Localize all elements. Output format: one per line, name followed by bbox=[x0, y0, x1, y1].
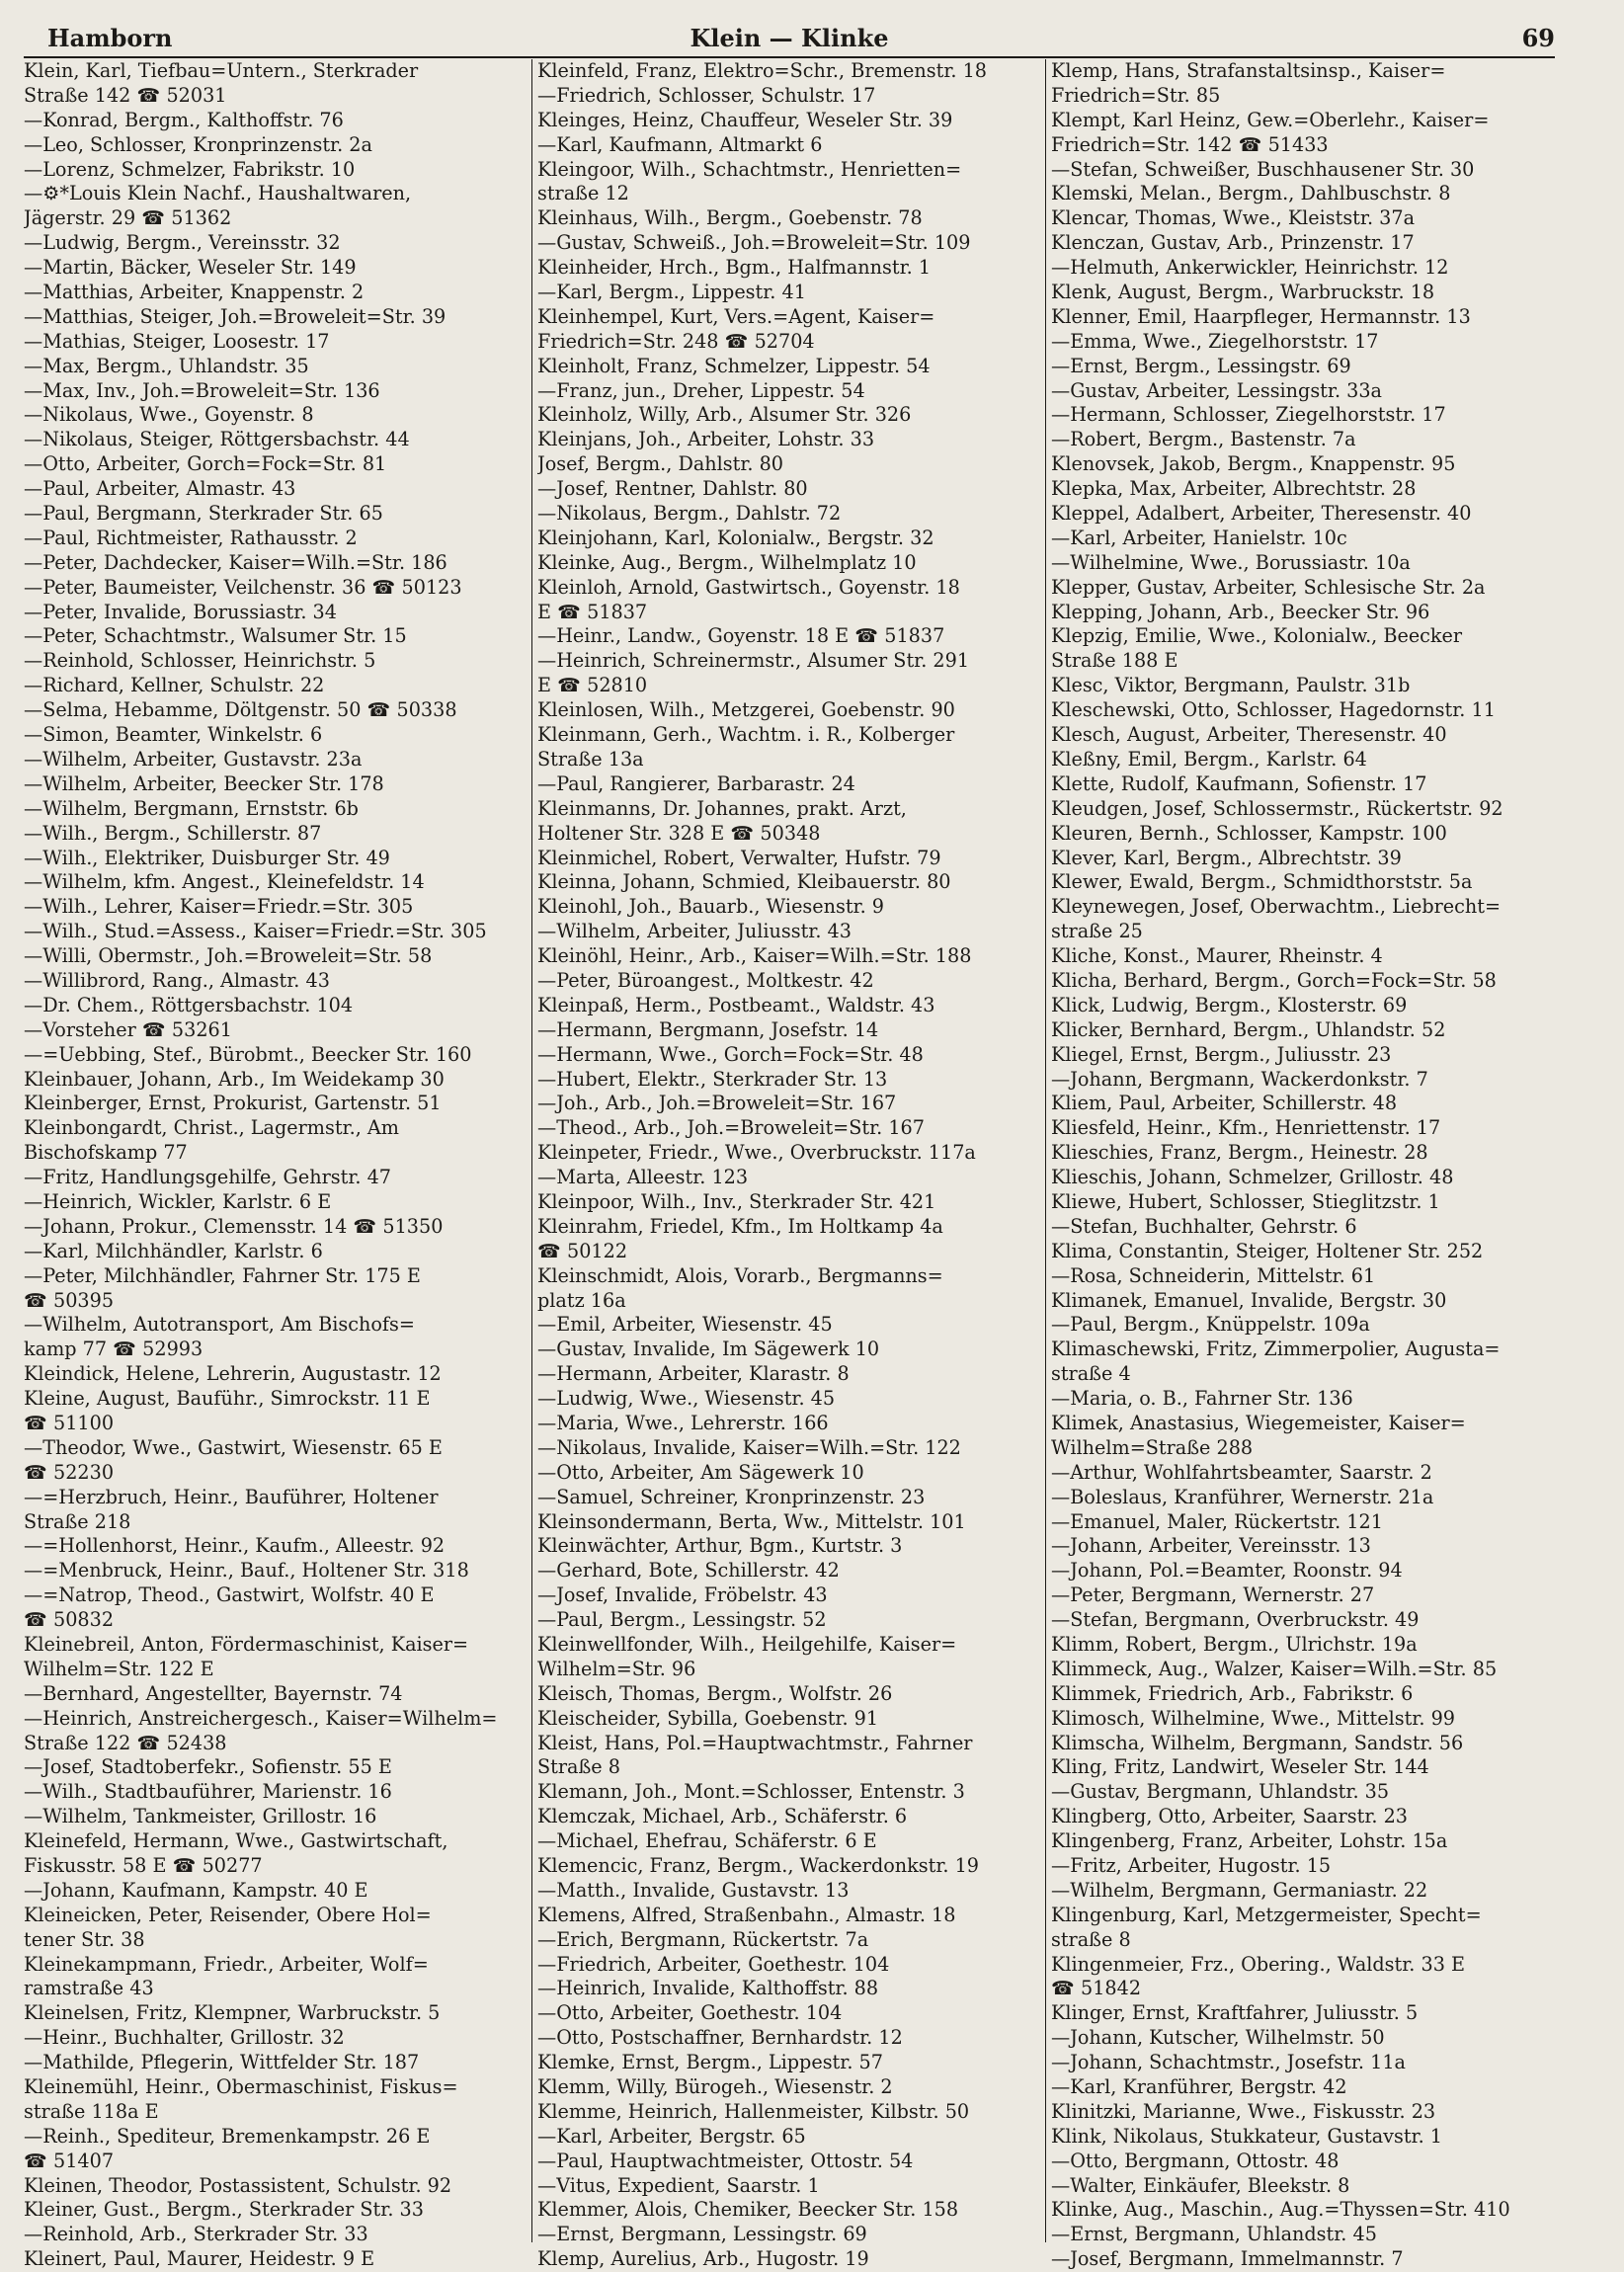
directory-entry-line: ☎ 50832 bbox=[24, 1608, 115, 1632]
directory-entry-line: —Peter, Invalide, Borussiastr. 34 bbox=[24, 600, 337, 623]
directory-entry-line: —Bernhard, Angestellter, Bayernstr. 74 bbox=[24, 1681, 403, 1705]
directory-entry-line: —Wilh., Stud.=Assess., Kaiser=Friedr.=Str. 305 bbox=[24, 920, 487, 943]
directory-entry-line: —=Herzbruch, Heinr., Bauführer, Holtener bbox=[24, 1485, 439, 1508]
directory-entry-line: —Wilhelm, Autotransport, Am Bischofs= bbox=[24, 1313, 415, 1337]
directory-entry-line: Klicker, Bernhard, Bergm., Uhlandstr. 52 bbox=[1051, 1017, 1446, 1041]
directory-entry-line: —Gustav, Arbeiter, Lessingstr. 33a bbox=[1051, 378, 1382, 402]
column-3 bbox=[1051, 59, 1555, 2272]
directory-entry-line: Kleinekampmann, Friedr., Arbeiter, Wolf= bbox=[24, 1952, 429, 1976]
directory-entry-line: —Friedrich, Schlosser, Schulstr. 17 bbox=[537, 83, 876, 107]
directory-entry-line: Kleineicken, Peter, Reisender, Obere Hol= bbox=[24, 1903, 432, 1926]
directory-entry-line: —Otto, Arbeiter, Goethestr. 104 bbox=[537, 2001, 843, 2025]
directory-entry-line: ☎ 50395 bbox=[24, 1288, 115, 1312]
directory-entry-line: —Peter, Baumeister, Veilchenstr. 36 ☎ 50123 bbox=[24, 575, 462, 599]
directory-entry-line: —Paul, Bergm., Lessingstr. 52 bbox=[537, 1608, 827, 1632]
directory-entry-line: Kling, Fritz, Landwirt, Weseler Str. 144 bbox=[1051, 1755, 1429, 1779]
directory-entry-line: —Heinr., Landw., Goyenstr. 18 E ☎ 51837 bbox=[537, 624, 945, 648]
directory-entry-line: Klimek, Anastasius, Wiegemeister, Kaiser= bbox=[1051, 1411, 1466, 1434]
directory-entry-line: —Karl, Kaufmann, Altmarkt 6 bbox=[537, 132, 823, 156]
directory-entry-line: Klink, Nikolaus, Stukkateur, Gustavstr. 1 bbox=[1051, 2124, 1443, 2148]
directory-entry-line: E ☎ 51837 bbox=[537, 600, 648, 623]
directory-entry-line: E ☎ 52810 bbox=[537, 674, 648, 697]
directory-entry-line: Klepper, Gustav, Arbeiter, Schlesische Str. 2a bbox=[1051, 575, 1486, 599]
directory-entry-line: Kleischeider, Sybilla, Goebenstr. 91 bbox=[537, 1706, 879, 1730]
directory-entry-line: Kleinöhl, Heinr., Arb., Kaiser=Wilh.=Str. 188 bbox=[537, 944, 972, 968]
directory-entry-line: —Max, Inv., Joh.=Broweleit=Str. 136 bbox=[24, 378, 380, 402]
directory-entry-line: —Karl, Arbeiter, Hanielstr. 10c bbox=[1051, 526, 1347, 549]
directory-entry-line: —Johann, Prokur., Clemensstr. 14 ☎ 51350 bbox=[24, 1214, 444, 1238]
directory-entry-line: Kliegel, Ernst, Bergm., Juliusstr. 23 bbox=[1051, 1042, 1392, 1066]
directory-entry-line: Klimmeck, Aug., Walzer, Kaiser=Wilh.=Str. 85 bbox=[1051, 1657, 1498, 1680]
directory-entry-line: —Wilhelm, Tankmeister, Grillostr. 16 bbox=[24, 1805, 377, 1828]
directory-entry-line: Kleinna, Johann, Schmied, Kleibauerstr. 80 bbox=[537, 870, 951, 894]
directory-entry-line: Kleudgen, Josef, Schlossermstr., Rückertstr. 92 bbox=[1051, 796, 1503, 820]
directory-entry-line: —Wilhelm, kfm. Angest., Kleinefeldstr. 14 bbox=[24, 870, 425, 894]
directory-entry-line: Klingenburg, Karl, Metzgermeister, Specht= bbox=[1051, 1903, 1482, 1926]
directory-entry-line: —Johann, Bergmann, Wackerdonkstr. 7 bbox=[1051, 1067, 1428, 1091]
directory-entry-line: Kleinke, Aug., Bergm., Wilhelmplatz 10 bbox=[537, 550, 917, 574]
directory-entry-line: —Hermann, Arbeiter, Klarastr. 8 bbox=[537, 1362, 850, 1386]
directory-entry-line: Klein, Karl, Tiefbau=Untern., Sterkrader bbox=[24, 59, 419, 82]
directory-entry-line: Klenner, Emil, Haarpfleger, Hermannstr. 13 bbox=[1051, 304, 1471, 328]
directory-entry-line: —Paul, Richtmeister, Rathausstr. 2 bbox=[24, 526, 358, 549]
directory-entry-line: —Johann, Schachtmstr., Josefstr. 11a bbox=[1051, 2051, 1406, 2074]
directory-entry-line: —Friedrich, Arbeiter, Goethestr. 104 bbox=[537, 1952, 890, 1976]
directory-entry-line: Klemann, Joh., Mont.=Schlosser, Entenstr. 3 bbox=[537, 1780, 965, 1804]
directory-entry-line: —Otto, Bergmann, Ottostr. 48 bbox=[1051, 2149, 1340, 2172]
directory-entry-line: —Ernst, Bergmann, Lessingstr. 69 bbox=[537, 2223, 867, 2246]
directory-entry-line: —Paul, Rangierer, Barbarastr. 24 bbox=[537, 771, 855, 795]
directory-entry-line: Klimmek, Friedrich, Arb., Fabrikstr. 6 bbox=[1051, 1681, 1414, 1705]
directory-entry-line: —Fritz, Arbeiter, Hugostr. 15 bbox=[1051, 1854, 1332, 1878]
directory-entry-line: Kleinwächter, Arthur, Bgm., Kurtstr. 3 bbox=[537, 1534, 903, 1558]
directory-entry-line: Klinke, Aug., Maschin., Aug.=Thyssen=Str. 410 bbox=[1051, 2198, 1510, 2222]
directory-entry-line: ☎ 52230 bbox=[24, 1460, 115, 1484]
directory-entry-line: —Vorsteher ☎ 53261 bbox=[24, 1017, 232, 1041]
directory-entry-line: Klemp, Aurelius, Arb., Hugostr. 19 bbox=[537, 2247, 869, 2271]
directory-entry-line: —Boleslaus, Kranführer, Wernerstr. 21a bbox=[1051, 1485, 1434, 1508]
directory-entry-line: —Michael, Ehefrau, Schäferstr. 6 E bbox=[537, 1829, 877, 1853]
directory-entry-line: Klingenberg, Franz, Arbeiter, Lohstr. 15a bbox=[1051, 1829, 1448, 1853]
directory-entry-line: —Nikolaus, Invalide, Kaiser=Wilh.=Str. 122 bbox=[537, 1435, 961, 1459]
directory-entry-line: —Reinhold, Schlosser, Heinrichstr. 5 bbox=[24, 649, 376, 673]
directory-entry-line: Kleingoor, Wilh., Schachtmstr., Henrietten= bbox=[537, 157, 962, 181]
directory-entry-line: —Karl, Bergm., Lippestr. 41 bbox=[537, 281, 806, 304]
directory-entry-line: —Peter, Büroangest., Moltkestr. 42 bbox=[537, 968, 874, 992]
directory-entry-line: Kleine, August, Bauführ., Simrockstr. 11 E bbox=[24, 1387, 431, 1411]
directory-entry-line: Klimanek, Emanuel, Invalide, Bergstr. 30 bbox=[1051, 1288, 1447, 1312]
directory-entry-line: —Johann, Arbeiter, Vereinsstr. 13 bbox=[1051, 1534, 1371, 1558]
directory-entry-line: —Ludwig, Wwe., Wiesenstr. 45 bbox=[537, 1387, 836, 1411]
directory-entry-line: —Matth., Invalide, Gustavstr. 13 bbox=[537, 1878, 850, 1902]
directory-entry-line: Kleppel, Adalbert, Arbeiter, Theresenstr. 40 bbox=[1051, 502, 1472, 526]
directory-entry-line: —Wilhelmine, Wwe., Borussiastr. 10a bbox=[1051, 550, 1411, 574]
directory-entry-line: —Peter, Schachtmstr., Walsumer Str. 15 bbox=[24, 624, 407, 648]
directory-entry-line: Wilhelm=Straße 288 bbox=[1051, 1435, 1254, 1459]
directory-entry-line: —Hermann, Wwe., Gorch=Fock=Str. 48 bbox=[537, 1042, 924, 1066]
column-divider bbox=[1045, 59, 1046, 2242]
directory-entry-line: —Walter, Einkäufer, Bleekstr. 8 bbox=[1051, 2173, 1350, 2197]
directory-entry-line: Friedrich=Str. 248 ☎ 52704 bbox=[537, 329, 815, 353]
directory-entry-line: —Hermann, Schlosser, Ziegelhorststr. 17 bbox=[1051, 403, 1446, 427]
directory-entry-line: —Emil, Arbeiter, Wiesenstr. 45 bbox=[537, 1313, 833, 1337]
directory-entry-line: —Konrad, Bergm., Kalthoffstr. 76 bbox=[24, 108, 344, 131]
directory-entry-line: ☎ 51407 bbox=[24, 2149, 115, 2172]
directory-entry-line: —Gustav, Schweiß., Joh.=Broweleit=Str. 109 bbox=[537, 231, 971, 255]
directory-entry-line: Klimosch, Wilhelmine, Wwe., Mittelstr. 99 bbox=[1051, 1706, 1455, 1730]
directory-entry-line: —Ernst, Bergm., Lessingstr. 69 bbox=[1051, 354, 1351, 377]
directory-entry-line: —Theodor, Wwe., Gastwirt, Wiesenstr. 65 E bbox=[24, 1435, 443, 1459]
directory-entry-line: —Richard, Kellner, Schulstr. 22 bbox=[24, 674, 325, 697]
directory-entry-line: platz 16a bbox=[537, 1288, 626, 1312]
directory-entry-line: —Selma, Hebamme, Döltgenstr. 50 ☎ 50338 bbox=[24, 698, 457, 722]
directory-entry-line: —Nikolaus, Wwe., Goyenstr. 8 bbox=[24, 403, 314, 427]
directory-entry-line: —Erich, Bergmann, Rückertstr. 7a bbox=[537, 1927, 869, 1951]
directory-entry-line: —Wilh., Lehrer, Kaiser=Friedr.=Str. 305 bbox=[24, 895, 414, 919]
directory-entry-line: —Emanuel, Maler, Rückertstr. 121 bbox=[1051, 1509, 1383, 1533]
directory-entry-line: Kleschewski, Otto, Schlosser, Hagedornstr. 11 bbox=[1051, 698, 1496, 722]
directory-entry-line: Kleinwellfonder, Wilh., Heilgehilfe, Kaiser= bbox=[537, 1633, 957, 1656]
directory-entry-line: —Joh., Arb., Joh.=Broweleit=Str. 167 bbox=[537, 1092, 897, 1115]
directory-entry-line: —Samuel, Schreiner, Kronprinzenstr. 23 bbox=[537, 1485, 926, 1508]
directory-entry-line: Kleinrahm, Friedel, Kfm., Im Holtkamp 4a bbox=[537, 1214, 943, 1238]
directory-entry-line: Kleinholz, Willy, Arb., Alsumer Str. 326 bbox=[537, 403, 912, 427]
directory-entry-line: —Arthur, Wohlfahrtsbeamter, Saarstr. 2 bbox=[1051, 1460, 1432, 1484]
directory-entry-line: —Hermann, Bergmann, Josefstr. 14 bbox=[537, 1017, 879, 1041]
directory-entry-line: —Reinh., Spediteur, Bremenkampstr. 26 E bbox=[24, 2124, 431, 2148]
directory-entry-line: straße 118a E bbox=[24, 2099, 159, 2123]
directory-entry-line: —Fritz, Handlungsgehilfe, Gehrstr. 47 bbox=[24, 1166, 391, 1189]
directory-entry-line: —Gustav, Invalide, Im Sägewerk 10 bbox=[537, 1338, 880, 1361]
directory-entry-line: straße 12 bbox=[537, 182, 629, 205]
directory-entry-line: Bischofskamp 77 bbox=[24, 1141, 188, 1165]
directory-entry-line: Klick, Ludwig, Bergm., Klosterstr. 69 bbox=[1051, 993, 1408, 1016]
directory-entry-line: —Martin, Bäcker, Weseler Str. 149 bbox=[24, 256, 357, 280]
directory-entry-line: Friedrich=Str. 85 bbox=[1051, 83, 1221, 107]
directory-entry-line: —Otto, Arbeiter, Gorch=Fock=Str. 81 bbox=[24, 452, 387, 476]
directory-entry-line: —Marta, Alleestr. 123 bbox=[537, 1166, 749, 1189]
directory-entry-line: Klinger, Ernst, Kraftfahrer, Juliusstr. 5 bbox=[1051, 2001, 1419, 2025]
page-header bbox=[24, 22, 1555, 55]
directory-entry-line: —Wilhelm, Bergmann, Germaniastr. 22 bbox=[1051, 1878, 1428, 1902]
directory-entry-line: —Stefan, Schweißer, Buschhausener Str. 30 bbox=[1051, 157, 1475, 181]
directory-entry-line: Klepzig, Emilie, Wwe., Kolonialw., Beecker bbox=[1051, 624, 1463, 648]
directory-entry-line: —Matthias, Arbeiter, Knappenstr. 2 bbox=[24, 281, 365, 304]
directory-entry-line: —=Uebbing, Stef., Bürobmt., Beecker Str. 160 bbox=[24, 1042, 472, 1066]
directory-entry-line: —Willi, Obermstr., Joh.=Broweleit=Str. 58 bbox=[24, 944, 433, 968]
directory-entry-line: —Paul, Arbeiter, Almastr. 43 bbox=[24, 477, 296, 501]
directory-entry-line: Klette, Rudolf, Kaufmann, Sofienstr. 17 bbox=[1051, 771, 1427, 795]
directory-entry-line: Klenk, August, Bergm., Warbruckstr. 18 bbox=[1051, 281, 1435, 304]
column-1 bbox=[24, 59, 528, 2272]
directory-entry-line: —Wilhelm, Arbeiter, Beecker Str. 178 bbox=[24, 771, 384, 795]
directory-entry-line: —Karl, Milchhändler, Karlstr. 6 bbox=[24, 1239, 323, 1262]
directory-entry-line: —Otto, Postschaffner, Bernhardstr. 12 bbox=[537, 2026, 903, 2050]
directory-entry-line: —Heinrich, Schreinermstr., Alsumer Str. 291 bbox=[537, 649, 970, 673]
running-head-range: Klein — Klinke bbox=[690, 24, 889, 52]
directory-entry-line: Kleinefeld, Hermann, Wwe., Gastwirtschaft, bbox=[24, 1829, 448, 1853]
directory-entry-line: Klemczak, Michael, Arb., Schäferstr. 6 bbox=[537, 1805, 908, 1828]
directory-entry-line: Straße 13a bbox=[537, 747, 644, 771]
directory-entry-line: —Otto, Arbeiter, Am Sägewerk 10 bbox=[537, 1460, 864, 1484]
directory-entry-line: Kleinberger, Ernst, Prokurist, Gartenstr. 51 bbox=[24, 1092, 442, 1115]
directory-entry-line: Kleinpaß, Herm., Postbeamt., Waldstr. 43 bbox=[537, 993, 935, 1016]
directory-entry-line: —Maria, Wwe., Lehrerstr. 166 bbox=[537, 1411, 829, 1434]
directory-entry-line: —Nikolaus, Steiger, Röttgersbachstr. 44 bbox=[24, 428, 410, 451]
directory-entry-line: Klenczan, Gustav, Arb., Prinzenstr. 17 bbox=[1051, 231, 1415, 255]
directory-entry-line: Kliem, Paul, Arbeiter, Schillerstr. 48 bbox=[1051, 1092, 1398, 1115]
directory-entry-line: —Josef, Stadtoberfekr., Sofienstr. 55 E bbox=[24, 1755, 392, 1779]
directory-entry-line: straße 25 bbox=[1051, 920, 1143, 943]
directory-entry-line: Straße 142 ☎ 52031 bbox=[24, 83, 227, 107]
directory-entry-line: Klesch, August, Arbeiter, Theresenstr. 40 bbox=[1051, 723, 1447, 747]
directory-entry-line: Kleinlosen, Wilh., Metzgerei, Goebenstr. 90 bbox=[537, 698, 955, 722]
directory-entry-line: —Stefan, Bergmann, Overbruckstr. 49 bbox=[1051, 1608, 1420, 1632]
directory-entry-line: Klemm, Willy, Bürogeh., Wiesenstr. 2 bbox=[537, 2075, 893, 2099]
directory-entry-line: —Mathias, Steiger, Loosestr. 17 bbox=[24, 329, 330, 353]
directory-entry-line: Klesc, Viktor, Bergmann, Paulstr. 31b bbox=[1051, 674, 1411, 697]
directory-entry-line: —Ludwig, Bergm., Vereinsstr. 32 bbox=[24, 231, 341, 255]
directory-entry-line: straße 8 bbox=[1051, 1927, 1131, 1951]
directory-entry-line: Kleinemühl, Heinr., Obermaschinist, Fiskus= bbox=[24, 2075, 458, 2099]
directory-entry-line: —=Hollenhorst, Heinr., Kaufm., Alleestr. 92 bbox=[24, 1534, 446, 1558]
directory-entry-line: —Max, Bergm., Uhlandstr. 35 bbox=[24, 354, 309, 377]
directory-entry-line: Kleinfeld, Franz, Elektro=Schr., Bremenstr. 18 bbox=[537, 59, 987, 82]
directory-entry-line: —Josef, Invalide, Fröbelstr. 43 bbox=[537, 1583, 828, 1607]
directory-entry-line: Klepping, Johann, Arb., Beecker Str. 96 bbox=[1051, 600, 1430, 623]
directory-entry-line: Klimm, Robert, Bergm., Ulrichstr. 19a bbox=[1051, 1633, 1418, 1656]
directory-entry-line: —Leo, Schlosser, Kronprinzenstr. 2a bbox=[24, 132, 372, 156]
directory-entry-line: Kleinohl, Joh., Bauarb., Wiesenstr. 9 bbox=[537, 895, 885, 919]
directory-entry-line: Jägerstr. 29 ☎ 51362 bbox=[24, 206, 232, 230]
directory-entry-line: —Gerhard, Bote, Schillerstr. 42 bbox=[537, 1559, 840, 1582]
directory-entry-line: Kleinbongardt, Christ., Lagermstr., Am bbox=[24, 1116, 399, 1140]
directory-entry-line: —Ernst, Bergmann, Uhlandstr. 45 bbox=[1051, 2223, 1377, 2246]
directory-entry-line: —Wilh., Stadtbauführer, Marienstr. 16 bbox=[24, 1780, 392, 1804]
directory-entry-line: —=Natrop, Theod., Gastwirt, Wolfstr. 40 E bbox=[24, 1583, 435, 1607]
directory-entry-line: —Franz, jun., Dreher, Lippestr. 54 bbox=[537, 378, 865, 402]
directory-entry-line: Kleinges, Heinz, Chauffeur, Weseler Str. 39 bbox=[537, 108, 953, 131]
directory-entry-line: Kleinhempel, Kurt, Vers.=Agent, Kaiser= bbox=[537, 304, 935, 328]
directory-entry-line: Kleinen, Theodor, Postassistent, Schulstr. 92 bbox=[24, 2173, 452, 2197]
directory-entry-line: —Stefan, Buchhalter, Gehrstr. 6 bbox=[1051, 1214, 1357, 1238]
directory-entry-line: Kliesfeld, Heinr., Kfm., Henriettenstr. 17 bbox=[1051, 1116, 1441, 1140]
column-divider bbox=[531, 59, 532, 2242]
directory-entry-line: Klemski, Melan., Bergm., Dahlbuschstr. 8 bbox=[1051, 182, 1451, 205]
directory-entry-line: —⚙*Louis Klein Nachf., Haushaltwaren, bbox=[24, 182, 412, 205]
directory-entry-line: Kleynewegen, Josef, Oberwachtm., Liebrecht= bbox=[1051, 895, 1502, 919]
directory-entry-line: Josef, Bergm., Dahlstr. 80 bbox=[537, 452, 784, 476]
directory-entry-line: Klempt, Karl Heinz, Gew.=Oberlehr., Kaiser= bbox=[1051, 108, 1490, 131]
directory-entry-line: Holtener Str. 328 E ☎ 50348 bbox=[537, 821, 821, 845]
directory-entry-line: —Heinrich, Invalide, Kalthoffstr. 88 bbox=[537, 1977, 879, 2000]
directory-entry-line: Kleinholt, Franz, Schmelzer, Lippestr. 54 bbox=[537, 354, 931, 377]
directory-entry-line: Klemme, Heinrich, Hallenmeister, Kilbstr. 50 bbox=[537, 2099, 970, 2123]
directory-entry-line: Klingenmeier, Frz., Obering., Waldstr. 33 E bbox=[1051, 1952, 1466, 1976]
directory-entry-line: —Willibrord, Rang., Almastr. 43 bbox=[24, 968, 330, 992]
directory-entry-line: —Theod., Arb., Joh.=Broweleit=Str. 167 bbox=[537, 1116, 925, 1140]
directory-entry-line: Klingberg, Otto, Arbeiter, Saarstr. 23 bbox=[1051, 1805, 1408, 1828]
directory-entry-line: Straße 218 bbox=[24, 1509, 131, 1533]
directory-entry-line: —Wilh., Bergm., Schillerstr. 87 bbox=[24, 821, 322, 845]
directory-entry-line: Kleist, Hans, Pol.=Hauptwachtmstr., Fahrner bbox=[537, 1731, 973, 1754]
directory-entry-line: Klieschies, Franz, Bergm., Heinestr. 28 bbox=[1051, 1141, 1428, 1165]
directory-entry-line: —Wilhelm, Arbeiter, Gustavstr. 23a bbox=[24, 747, 363, 771]
directory-entry-line: —Matthias, Steiger, Joh.=Broweleit=Str. 39 bbox=[24, 304, 447, 328]
directory-entry-line: —Peter, Bergmann, Wernerstr. 27 bbox=[1051, 1583, 1375, 1607]
directory-entry-line: —Rosa, Schneiderin, Mittelstr. 61 bbox=[1051, 1263, 1376, 1287]
directory-entry-line: —Heinrich, Anstreichergesch., Kaiser=Wilhelm= bbox=[24, 1706, 498, 1730]
directory-entry-line: Kliewe, Hubert, Schlosser, Stieglitzstr. 1 bbox=[1051, 1189, 1440, 1213]
directory-entry-line: Kleinjans, Joh., Arbeiter, Lohstr. 33 bbox=[537, 428, 875, 451]
directory-entry-line: ☎ 50122 bbox=[537, 1239, 628, 1262]
directory-entry-line: Klemens, Alfred, Straßenbahn., Almastr. 18 bbox=[537, 1903, 956, 1926]
directory-entry-line: Friedrich=Str. 142 ☎ 51433 bbox=[1051, 132, 1329, 156]
directory-entry-line: Kleinhaus, Wilh., Bergm., Goebenstr. 78 bbox=[537, 206, 923, 230]
directory-entry-line: Kleinjohann, Karl, Kolonialw., Bergstr. 32 bbox=[537, 526, 934, 549]
directory-entry-line: —Heinr., Buchhalter, Grillostr. 32 bbox=[24, 2026, 345, 2050]
directory-entry-line: Klewer, Ewald, Bergm., Schmidthorststr. 5a bbox=[1051, 870, 1473, 894]
directory-entry-line: straße 4 bbox=[1051, 1362, 1131, 1386]
directory-entry-line: Kleinschmidt, Alois, Vorarb., Bergmanns= bbox=[537, 1263, 943, 1287]
directory-entry-line: Straße 8 bbox=[537, 1755, 620, 1779]
directory-entry-line: —Gustav, Bergmann, Uhlandstr. 35 bbox=[1051, 1780, 1390, 1804]
directory-entry-line: Klemke, Ernst, Bergm., Lippestr. 57 bbox=[537, 2051, 883, 2074]
directory-entry-line: ☎ 51842 bbox=[1051, 1977, 1142, 2000]
directory-entry-line: Kleindick, Helene, Lehrerin, Augustastr. 12 bbox=[24, 1362, 442, 1386]
directory-entry-line: Kleuren, Bernh., Schlosser, Kampstr. 100 bbox=[1051, 821, 1447, 845]
directory-entry-line: —Paul, Bergm., Knüppelstr. 109a bbox=[1051, 1313, 1370, 1337]
directory-entry-line: —Wilhelm, Bergmann, Ernststr. 6b bbox=[24, 796, 359, 820]
directory-entry-line: Klieschis, Johann, Schmelzer, Grillostr. 48 bbox=[1051, 1166, 1454, 1189]
directory-entry-line: Straße 122 ☎ 52438 bbox=[24, 1731, 227, 1754]
directory-entry-line: —Paul, Bergmann, Sterkrader Str. 65 bbox=[24, 502, 383, 526]
directory-entry-line: Klicha, Berhard, Bergm., Gorch=Fock=Str. 58 bbox=[1051, 968, 1497, 992]
directory-entry-line: Kleinmichel, Robert, Verwalter, Hufstr. 79 bbox=[537, 846, 941, 869]
directory-entry-line: Klemp, Hans, Strafanstaltsinsp., Kaiser= bbox=[1051, 59, 1446, 82]
directory-entry-line: —Wilh., Elektriker, Duisburger Str. 49 bbox=[24, 846, 390, 869]
directory-entry-line: Kleinpeter, Friedr., Wwe., Overbruckstr. 117a bbox=[537, 1141, 976, 1165]
directory-entry-line: —Nikolaus, Bergm., Dahlstr. 72 bbox=[537, 502, 842, 526]
directory-entry-line: Kleßny, Emil, Bergm., Karlstr. 64 bbox=[1051, 747, 1367, 771]
directory-entry-line: Klimaschewski, Fritz, Zimmerpolier, Augusta= bbox=[1051, 1338, 1501, 1361]
directory-entry-line: Straße 188 E bbox=[1051, 649, 1178, 673]
directory-entry-line: Klinitzki, Marianne, Wwe., Fiskusstr. 23 bbox=[1051, 2099, 1436, 2123]
directory-entry-line: Klencar, Thomas, Wwe., Kleiststr. 37a bbox=[1051, 206, 1416, 230]
directory-entry-line: —Hubert, Elektr., Sterkrader Str. 13 bbox=[537, 1067, 888, 1091]
directory-entry-line: —Dr. Chem., Röttgersbachstr. 104 bbox=[24, 993, 354, 1016]
directory-entry-line: —Wilhelm, Arbeiter, Juliusstr. 43 bbox=[537, 920, 852, 943]
header-rule bbox=[24, 56, 1555, 58]
directory-entry-line: —Karl, Arbeiter, Bergstr. 65 bbox=[537, 2124, 806, 2148]
directory-entry-line: Klemmer, Alois, Chemiker, Beecker Str. 158 bbox=[537, 2198, 959, 2222]
directory-entry-line: Kleinbauer, Johann, Arb., Im Weidekamp 30 bbox=[24, 1067, 445, 1091]
directory-entry-line: Wilhelm=Str. 122 E bbox=[24, 1657, 214, 1680]
column-2 bbox=[537, 59, 1041, 2272]
directory-entry-line: —Mathilde, Pflegerin, Wittfelder Str. 187 bbox=[24, 2051, 420, 2074]
directory-entry-line: Kleinloh, Arnold, Gastwirtsch., Goyenstr. 18 bbox=[537, 575, 960, 599]
directory-entry-line: Kleiner, Gust., Bergm., Sterkrader Str. 33 bbox=[24, 2198, 424, 2222]
directory-entry-line: —Josef, Rentner, Dahlstr. 80 bbox=[537, 477, 808, 501]
directory-entry-line: Kleinsondermann, Berta, Ww., Mittelstr. 101 bbox=[537, 1509, 966, 1533]
directory-entry-line: —Emma, Wwe., Ziegelhorststr. 17 bbox=[1051, 329, 1379, 353]
page-number: 69 bbox=[1521, 24, 1555, 52]
directory-entry-line: —Reinhold, Arb., Sterkrader Str. 33 bbox=[24, 2223, 368, 2246]
directory-entry-line: tener Str. 38 bbox=[24, 1927, 145, 1951]
directory-entry-line: Klimscha, Wilhelm, Bergmann, Sandstr. 56 bbox=[1051, 1731, 1464, 1754]
directory-entry-line: —Johann, Kutscher, Wilhelmstr. 50 bbox=[1051, 2026, 1385, 2050]
directory-entry-line: Klepka, Max, Arbeiter, Albrechtstr. 28 bbox=[1051, 477, 1417, 501]
directory-entry-line: Fiskusstr. 58 E ☎ 50277 bbox=[24, 1854, 263, 1878]
directory-entry-line: Kleinmanns, Dr. Johannes, prakt. Arzt, bbox=[537, 796, 907, 820]
directory-entry-line: Klenovsek, Jakob, Bergm., Knappenstr. 95 bbox=[1051, 452, 1456, 476]
directory-entry-line: —Vitus, Expedient, Saarstr. 1 bbox=[537, 2173, 820, 2197]
directory-entry-line: —Robert, Bergm., Bastenstr. 7a bbox=[1051, 428, 1356, 451]
directory-entry-line: —Johann, Pol.=Beamter, Roonstr. 94 bbox=[1051, 1559, 1403, 1582]
directory-entry-line: Wilhelm=Str. 96 bbox=[537, 1657, 696, 1680]
directory-entry-line: —Simon, Beamter, Winkelstr. 6 bbox=[24, 723, 323, 747]
directory-entry-line: ☎ 51100 bbox=[24, 1411, 115, 1434]
running-head-city: Hamborn bbox=[47, 24, 173, 52]
directory-entry-line: Klima, Constantin, Steiger, Holtener Str. 252 bbox=[1051, 1239, 1484, 1262]
directory-entry-line: Kleinheider, Hrch., Bgm., Halfmannstr. 1 bbox=[537, 256, 932, 280]
directory-entry-line: kamp 77 ☎ 52993 bbox=[24, 1338, 203, 1361]
directory-entry-line: —=Menbruck, Heinr., Bauf., Holtener Str. 318 bbox=[24, 1559, 469, 1582]
directory-entry-line: Kleinmann, Gerh., Wachtm. i. R., Kolberger bbox=[537, 723, 955, 747]
directory-entry-line: —Heinrich, Wickler, Karlstr. 6 E bbox=[24, 1189, 332, 1213]
directory-entry-line: —Paul, Hauptwachtmeister, Ottostr. 54 bbox=[537, 2149, 914, 2172]
directory-entry-line: —Johann, Kaufmann, Kampstr. 40 E bbox=[24, 1878, 368, 1902]
directory-entry-line: ramstraße 43 bbox=[24, 1977, 154, 2000]
directory-entry-line: —Peter, Milchhändler, Fahrner Str. 175 E bbox=[24, 1263, 421, 1287]
directory-entry-line: —Helmuth, Ankerwickler, Heinrichstr. 12 bbox=[1051, 256, 1449, 280]
directory-entry-line: —Josef, Bergmann, Immelmannstr. 7 bbox=[1051, 2247, 1404, 2271]
directory-entry-line: Kliche, Konst., Maurer, Rheinstr. 4 bbox=[1051, 944, 1383, 968]
directory-entry-line: —Lorenz, Schmelzer, Fabrikstr. 10 bbox=[24, 157, 356, 181]
directory-entry-line: Kleisch, Thomas, Bergm., Wolfstr. 26 bbox=[537, 1681, 893, 1705]
directory-entry-line: —Maria, o. B., Fahrner Str. 136 bbox=[1051, 1387, 1353, 1411]
directory-entry-line: Kleinebreil, Anton, Fördermaschinist, Kaiser= bbox=[24, 1633, 469, 1656]
directory-entry-line: —Karl, Kranführer, Bergstr. 42 bbox=[1051, 2075, 1347, 2099]
directory-entry-line: Klemencic, Franz, Bergm., Wackerdonkstr. 19 bbox=[537, 1854, 979, 1878]
directory-entry-line: Klever, Karl, Bergm., Albrechtstr. 39 bbox=[1051, 846, 1402, 869]
directory-entry-line: Kleinpoor, Wilh., Inv., Sterkrader Str. 421 bbox=[537, 1189, 936, 1213]
directory-entry-line: Kleinelsen, Fritz, Klempner, Warbruckstr. 5 bbox=[24, 2001, 441, 2025]
directory-entry-line: —Peter, Dachdecker, Kaiser=Wilh.=Str. 186 bbox=[24, 550, 447, 574]
directory-entry-line: Kleinert, Paul, Maurer, Heidestr. 9 E bbox=[24, 2247, 375, 2271]
